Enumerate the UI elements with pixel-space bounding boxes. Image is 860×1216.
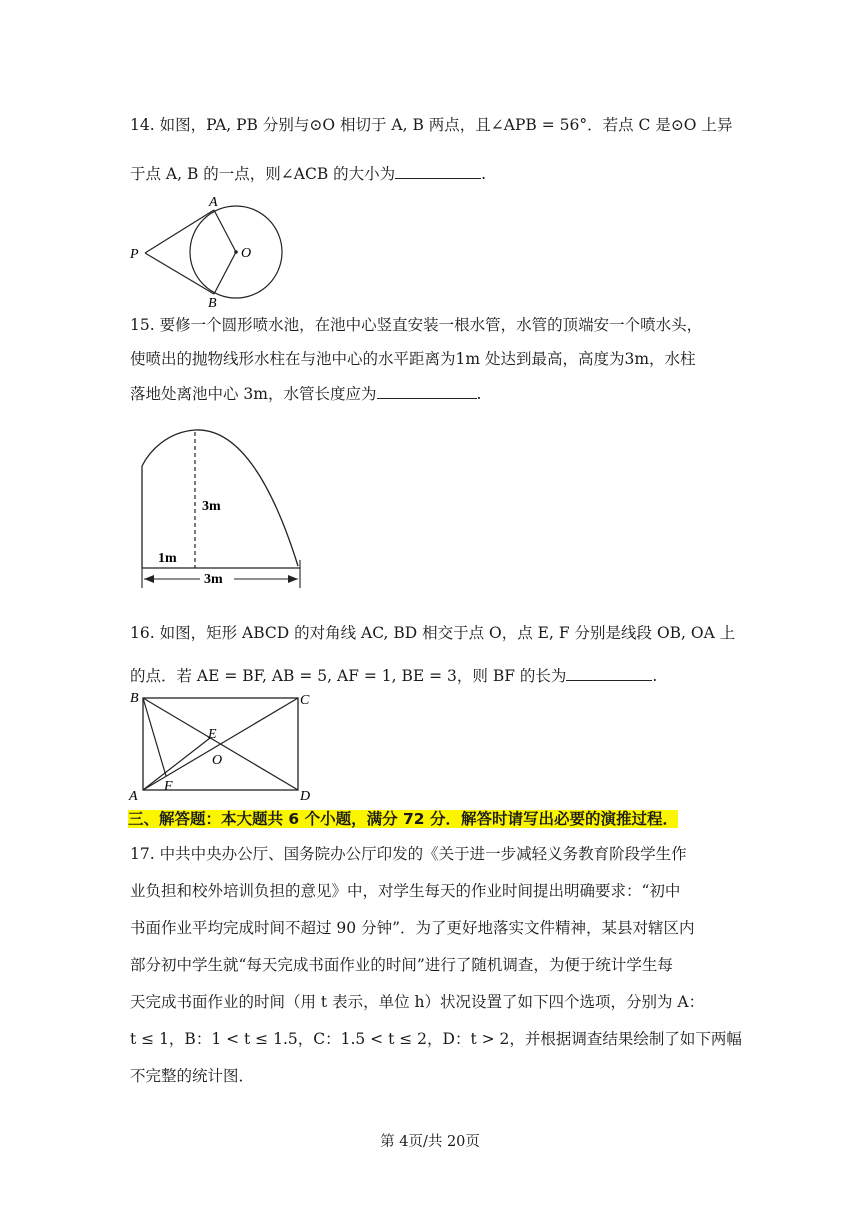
- q15-line-2: 使喷出的抛物线形水柱在与池中心的水平距离为1m 处达到最高，高度为3m，水柱: [130, 350, 696, 368]
- q15-line-3: [130, 382, 481, 405]
- q17-line-4: 部分初中学生就“每天完成书面作业的时间”进行了随机调查，为便于统计学生每: [130, 956, 673, 974]
- q17-line-6: t ≤ 1，B：1 < t ≤ 1.5，C：1.5 < t ≤ 2，D：t > 2，并根据调查结果绘制了如下两幅: [130, 1030, 742, 1048]
- section-heading-text: 三、解答题：本大题共 6 个小题，满分 72 分．解答时请写出必要的演推过程．: [128, 810, 678, 828]
- q14-line-2: [130, 162, 486, 185]
- answer-blank: [377, 382, 477, 399]
- fountain-parabola-figure: [128, 420, 310, 590]
- section-heading: [128, 808, 678, 830]
- parabola-curve: [142, 430, 298, 566]
- label-d: D: [300, 789, 311, 804]
- tangent-pb: [145, 253, 214, 294]
- label-b: B: [208, 296, 217, 308]
- q16-line-2: [130, 664, 657, 687]
- label-p: P: [130, 247, 139, 262]
- rectangle-figure: [126, 686, 326, 804]
- q16-line-1: 16. 如图，矩形 ABCD 的对角线 AC, BD 相交于点 O，点 E, F 分别是线段 OB, OA 上: [130, 624, 736, 642]
- radius-oa: [214, 210, 236, 252]
- label-3m: 3m: [204, 572, 223, 587]
- q14-line-1: 14. 如图，PA, PB 分别与⊙O 相切于 A, B 两点，且∠APB = 56°．若点 C 是⊙O 上异: [130, 116, 733, 134]
- q15-line-3-text: 落地处离池中心 3m，水管长度应为: [130, 385, 377, 403]
- label-a: A: [129, 789, 138, 804]
- label-1m: 1m: [158, 551, 177, 566]
- radius-ob: [214, 252, 236, 294]
- arrow-left-icon: [144, 575, 154, 583]
- q17-line-5: 天完成书面作业的时间（用 t 表示，单位 h）状况设置了如下四个选项，分别为 A：: [130, 993, 705, 1011]
- q15-end: .: [476, 385, 482, 403]
- q17-line-2: 业负担和校外培训负担的意见》中，对学生每天的作业时间提出明确要求：“初中: [130, 882, 681, 900]
- q17-line-7: 不完整的统计图．: [130, 1067, 255, 1085]
- q14-line-2-text: 于点 A, B 的一点，则∠ACB 的大小为: [130, 165, 396, 183]
- label-o: O: [212, 753, 223, 768]
- page-footer: 第 4页/共 20页: [380, 1134, 480, 1150]
- label-a: A: [209, 195, 218, 210]
- label-f: F: [164, 779, 173, 794]
- q16-line-2-text: 的点．若 AE = BF, AB = 5, AF = 1, BE = 3，则 BF 的长为: [130, 667, 567, 685]
- arrow-right-icon: [288, 575, 298, 583]
- label-e: E: [208, 727, 217, 742]
- q17-line-1: 17. 中共中央办公厅、国务院办公厅印发的《关于进一步减轻义务教育阶段学生作: [130, 845, 687, 863]
- q15-line-1: 15. 要修一个圆形喷水池，在池中心竖直安装一根水管，水管的顶端安一个喷水头，: [130, 316, 703, 334]
- label-c: C: [300, 693, 310, 708]
- tangent-pa: [145, 210, 214, 253]
- label-height: 3m: [202, 499, 221, 514]
- label-o: O: [241, 246, 252, 261]
- tangent-circle-figure: [126, 192, 286, 308]
- q16-end: .: [652, 667, 658, 685]
- center-point: [234, 250, 238, 254]
- answer-blank: [566, 664, 652, 681]
- segment-ae: [143, 738, 210, 790]
- q17-line-3: 书面作业平均完成时间不超过 90 分钟”．为了更好地落实文件精神，某县对辖区内: [130, 919, 695, 937]
- q14-end: .: [481, 165, 487, 183]
- answer-blank: [395, 162, 481, 179]
- label-b: B: [130, 691, 139, 706]
